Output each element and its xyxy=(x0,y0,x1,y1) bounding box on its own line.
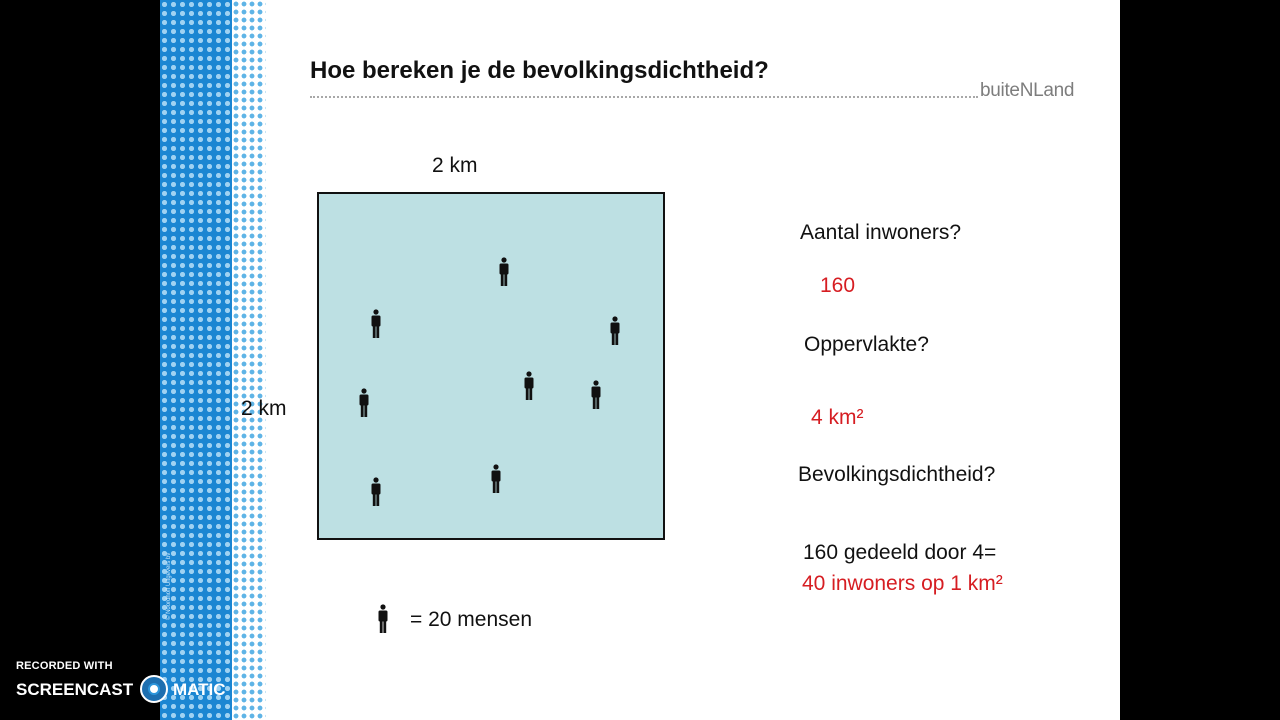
question-area: Oppervlakte? xyxy=(804,333,929,356)
decorative-dot-stripe-light xyxy=(232,0,266,720)
matic-label: MATIC xyxy=(173,680,226,699)
width-label: 2 km xyxy=(432,154,478,177)
height-label: 2 km xyxy=(241,397,287,420)
question-density: Bevolkingsdichtheid? xyxy=(798,463,996,486)
calculation: 160 gedeeld door 4= xyxy=(803,541,997,564)
screencast-label: SCREENCAST xyxy=(16,680,134,699)
answer-area: 4 km² xyxy=(811,406,864,429)
slide-title: Hoe bereken je de bevolkingsdichtheid? xyxy=(310,57,769,84)
person-icon xyxy=(358,388,370,418)
screencast-watermark xyxy=(16,660,226,699)
legend-person-icon xyxy=(377,604,389,634)
person-icon xyxy=(590,380,602,410)
dotted-divider xyxy=(310,96,978,98)
person-icon xyxy=(609,316,621,346)
copyright-note: © Noordhoff Uitgevers bv xyxy=(166,552,172,620)
answer-inhabitants: 160 xyxy=(820,274,856,297)
person-icon xyxy=(523,371,535,401)
recorded-with-label: RECORDED WITH xyxy=(16,660,113,672)
legend-text: = 20 mensen xyxy=(410,608,533,631)
question-inhabitants: Aantal inwoners? xyxy=(800,221,962,244)
brand-logo: buiteNLand xyxy=(980,80,1075,101)
screencast-logo-icon xyxy=(140,675,168,703)
slide xyxy=(160,0,1120,720)
answer-density: 40 inwoners op 1 km² xyxy=(802,572,1003,595)
person-icon xyxy=(490,464,502,494)
person-icon xyxy=(370,477,382,507)
person-icon xyxy=(498,257,510,287)
area-square xyxy=(317,192,665,540)
person-icon xyxy=(370,309,382,339)
